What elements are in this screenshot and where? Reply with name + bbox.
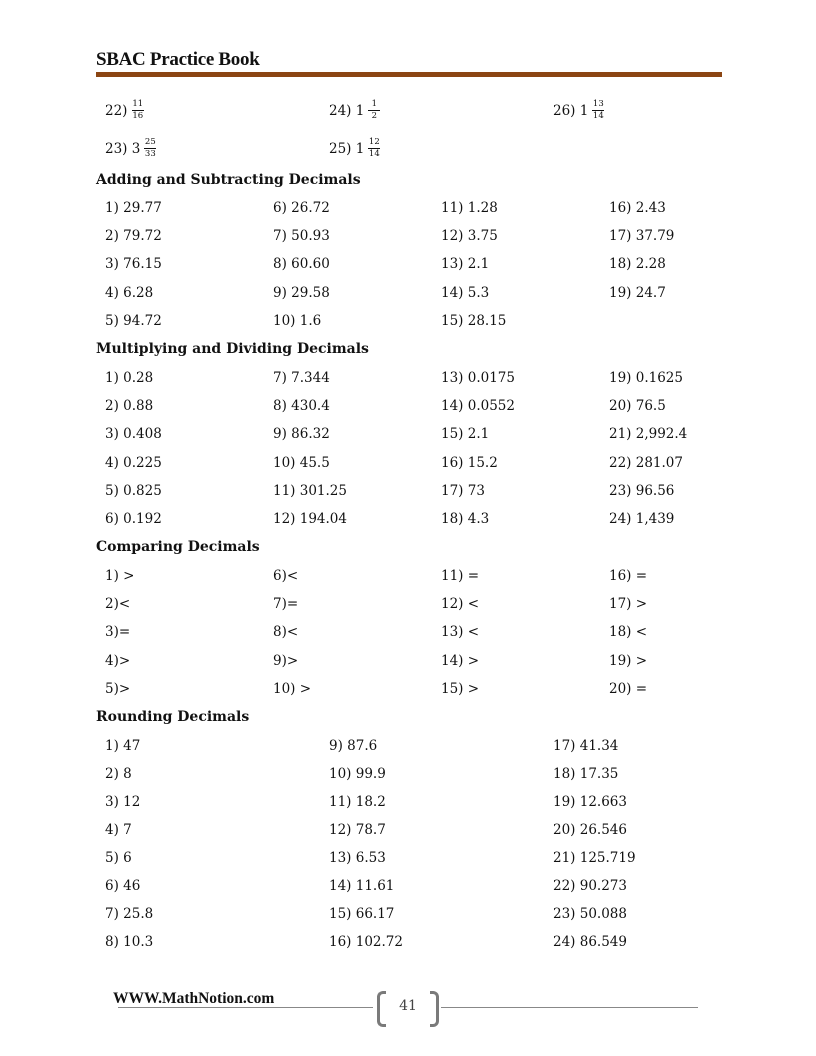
answer-item: 24) 86.549 [553, 934, 627, 950]
answer-item: 9) 29.58 [273, 284, 330, 301]
answer-item: 15) 2.1 [441, 426, 490, 443]
answer-item: 13) < [441, 624, 480, 641]
answer-item: 20) = [609, 680, 648, 697]
answer-item: 12) 78.7 [329, 822, 386, 838]
answer-item: 18) < [609, 624, 648, 641]
answer-item: 5) 94.72 [105, 312, 162, 329]
answer-item: 16) 2.43 [609, 200, 666, 216]
answer-item: 4) 7 [105, 822, 132, 838]
fraction [144, 138, 156, 159]
answer-item: 4) 6.28 [105, 284, 154, 301]
section-heading-comparing: Comparing Decimals [96, 539, 260, 555]
answer-item: 11) 301.25 [273, 482, 347, 499]
answer-number: 24) [329, 102, 352, 119]
fraction-answer-25 [329, 138, 380, 159]
answer-item: 17) 73 [441, 482, 485, 499]
answer-item: 2) 8 [105, 766, 132, 782]
book-title: SBAC Practice Book [96, 49, 260, 70]
answer-item: 19) 12.663 [553, 794, 627, 810]
fraction-answer-24 [329, 100, 380, 121]
answer-item: 10) 1.6 [273, 312, 322, 329]
whole-part: 1 [355, 140, 365, 157]
answer-item: 2) 79.72 [105, 228, 162, 245]
numerator: 12 [368, 137, 380, 147]
answer-item: 15) 28.15 [441, 312, 507, 329]
answer-number: 26) [553, 102, 576, 119]
answer-item: 18) 17.35 [553, 766, 619, 782]
denominator: 14 [368, 149, 380, 159]
answer-item: 23) 50.088 [553, 906, 627, 922]
answer-item: 10) 45.5 [273, 454, 330, 471]
answer-item: 3) 76.15 [105, 256, 162, 273]
answer-item: 22) 281.07 [609, 454, 683, 471]
answer-item: 17) 37.79 [609, 228, 675, 245]
answer-number: 22) [105, 102, 128, 119]
answer-item: 10) 99.9 [329, 766, 386, 782]
answer-item: 6) 26.72 [273, 200, 330, 216]
answer-item: 3) 0.408 [105, 426, 162, 443]
answer-item: 9)> [273, 652, 299, 669]
answer-item: 1) 29.77 [105, 200, 162, 216]
answer-item: 2)< [105, 596, 131, 613]
answer-number: 23) [105, 140, 128, 157]
answer-item: 8) 10.3 [105, 934, 154, 950]
fraction [368, 100, 380, 121]
answer-item: 19) 24.7 [609, 284, 666, 301]
answer-number: 25) [329, 140, 352, 157]
answer-item: 15) > [441, 680, 480, 697]
answer-item: 11) = [441, 568, 480, 584]
answer-item: 7) 50.93 [273, 228, 330, 245]
answer-item: 8) 60.60 [273, 256, 330, 273]
answer-item: 1) > [105, 568, 135, 584]
header-rule [96, 72, 722, 77]
answer-item: 14) 5.3 [441, 284, 490, 301]
section-heading-rounding: Rounding Decimals [96, 709, 250, 725]
whole-part: 1 [579, 102, 589, 119]
answer-item: 18) 4.3 [441, 511, 490, 527]
answer-item: 16) 102.72 [329, 934, 403, 950]
answer-item: 4)> [105, 652, 131, 669]
answer-item: 12) < [441, 596, 480, 613]
page-number: 41 [399, 998, 417, 1014]
denominator: 2 [371, 111, 378, 121]
fraction [368, 138, 380, 159]
answer-item: 13) 2.1 [441, 256, 490, 273]
answer-item: 20) 26.546 [553, 822, 627, 838]
answer-item: 13) 0.0175 [441, 370, 515, 386]
answer-item: 19) 0.1625 [609, 370, 683, 386]
denominator: 16 [132, 111, 144, 121]
answer-item: 8) 430.4 [273, 398, 330, 415]
answer-item: 5)> [105, 680, 131, 697]
answer-item: 21) 2,992.4 [609, 426, 688, 443]
numerator: 1 [371, 99, 378, 109]
answer-item: 20) 76.5 [609, 398, 666, 415]
answer-item: 24) 1,439 [609, 511, 675, 527]
whole-part: 1 [355, 102, 365, 119]
section-heading-multiplying-dividing: Multiplying and Dividing Decimals [96, 341, 369, 357]
answer-item: 3) 12 [105, 794, 141, 810]
answer-item: 10) > [273, 680, 312, 697]
answer-item: 6)< [273, 568, 299, 584]
answer-item: 21) 125.719 [553, 850, 636, 866]
answer-item: 9) 86.32 [273, 426, 330, 443]
fraction-answer-26 [553, 100, 604, 121]
fraction-answer-23 [105, 138, 156, 159]
answer-item: 17) > [609, 596, 648, 613]
answer-item: 13) 6.53 [329, 850, 386, 866]
answer-item: 7) 25.8 [105, 906, 154, 922]
answer-item: 19) > [609, 652, 648, 669]
answer-item: 16) 15.2 [441, 454, 498, 471]
answer-item: 5) 6 [105, 850, 132, 866]
numerator: 11 [132, 99, 144, 109]
fraction-answer-22 [105, 100, 144, 121]
fraction [132, 100, 144, 121]
section-heading-adding-subtracting: Adding and Subtracting Decimals [96, 172, 361, 188]
answer-item: 11) 18.2 [329, 794, 386, 810]
answer-item: 1) 0.28 [105, 370, 154, 386]
answer-item: 6) 46 [105, 878, 141, 894]
answer-item: 8)< [273, 624, 299, 641]
answer-item: 23) 96.56 [609, 482, 675, 499]
denominator: 33 [144, 149, 156, 159]
answer-item: 6) 0.192 [105, 511, 162, 527]
answer-item: 2) 0.88 [105, 398, 154, 415]
footer-rule-left [118, 1007, 373, 1008]
answer-item: 9) 87.6 [329, 738, 378, 754]
numerator: 25 [144, 137, 156, 147]
answer-item: 12) 194.04 [273, 511, 347, 527]
answer-item: 3)= [105, 624, 131, 641]
answer-item: 15) 66.17 [329, 906, 395, 922]
answer-item: 14) 11.61 [329, 878, 395, 894]
denominator: 14 [592, 111, 604, 121]
answer-item: 14) > [441, 652, 480, 669]
answer-item: 14) 0.0552 [441, 398, 515, 415]
footer-rule-right [441, 1007, 698, 1008]
answer-item: 22) 90.273 [553, 878, 627, 894]
answer-item: 1) 47 [105, 738, 141, 754]
page-bracket-right [430, 991, 439, 1027]
answer-item: 11) 1.28 [441, 200, 498, 216]
answer-item: 4) 0.225 [105, 454, 162, 471]
answer-item: 18) 2.28 [609, 256, 666, 273]
answer-item: 12) 3.75 [441, 228, 498, 245]
whole-part: 3 [131, 140, 141, 157]
answer-item: 16) = [609, 568, 648, 584]
answer-item: 17) 41.34 [553, 738, 619, 754]
answer-item: 5) 0.825 [105, 482, 162, 499]
answer-item: 7)= [273, 596, 299, 613]
footer-website: WWW.MathNotion.com [113, 990, 275, 1007]
answer-item: 7) 7.344 [273, 370, 330, 386]
numerator: 13 [592, 99, 604, 109]
fraction [592, 100, 604, 121]
page-bracket-left [377, 991, 386, 1027]
